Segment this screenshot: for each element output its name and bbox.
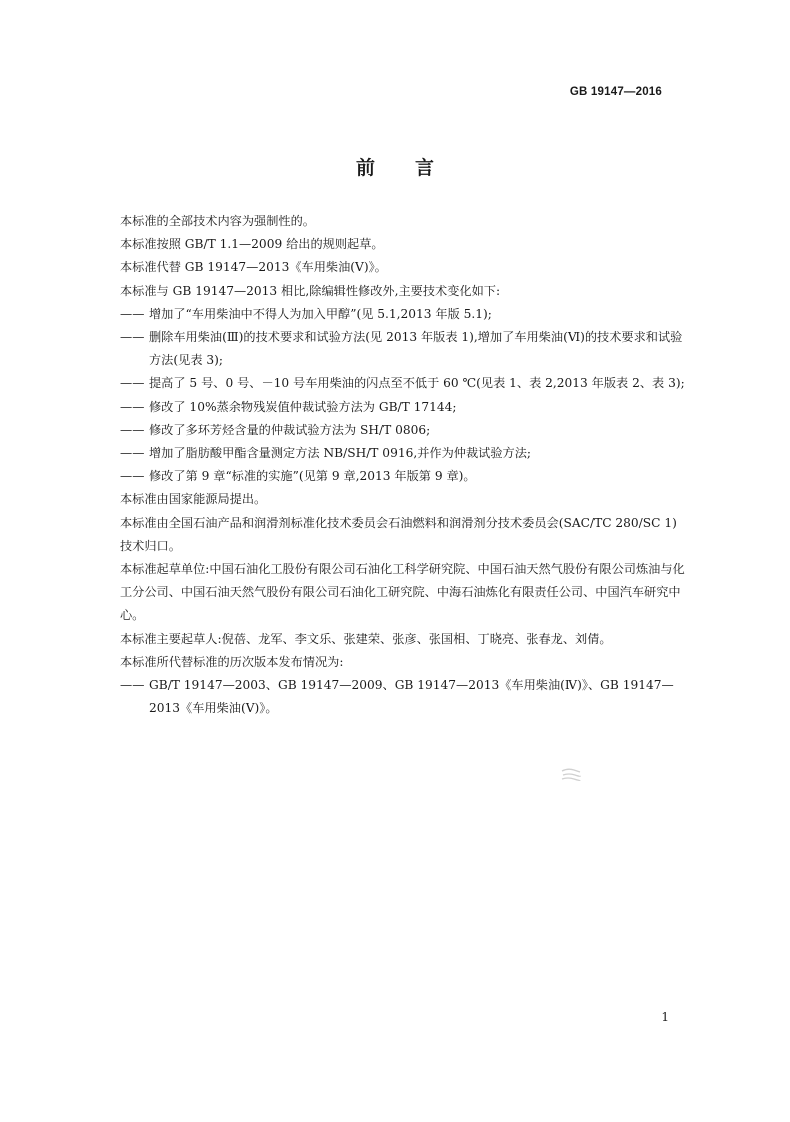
dash: —— — [120, 330, 145, 345]
change-item — [120, 372, 687, 395]
change-text: 修改了第 9 章“标准的实施”(见第 9 章,2013 年版第 9 章)。 — [149, 469, 476, 484]
change-text: 修改了多环芳烃含量的仲裁试验方法为 SH/T 0806; — [149, 422, 431, 437]
dash: —— — [120, 446, 145, 461]
change-item — [120, 419, 687, 442]
document-body — [120, 210, 687, 720]
paragraph-proposer: 本标准由国家能源局提出。 — [120, 492, 267, 507]
faint-stamp-mark — [560, 767, 582, 783]
change-text: 增加了脂肪酸甲酯含量测定方法 NB/SH/T 0916,并作为仲裁试验方法; — [149, 446, 531, 461]
dash: —— — [120, 376, 145, 391]
change-text: 增加了“车用柴油中不得人为加入甲醇”(见 5.1,2013 年版 5.1); — [149, 306, 492, 321]
history-text: GB/T 19147—2003、GB 19147—2009、GB 19147—2013《车用柴油(Ⅳ)》、GB 19147—2013《车用柴油(Ⅴ)》。 — [149, 678, 674, 716]
change-item — [120, 326, 687, 372]
dash: —— — [120, 422, 145, 437]
paragraph-drafting-rules: 本标准按照 GB/T 1.1—2009 给出的规则起草。 — [120, 237, 384, 252]
dash: —— — [120, 469, 145, 484]
dash: —— — [120, 306, 145, 321]
paragraph-changes-intro: 本标准与 GB 19147—2013 相比,除编辑性修改外,主要技术变化如下: — [120, 283, 501, 298]
dash: —— — [120, 678, 145, 693]
standard-number: GB 19147—2016 — [569, 86, 662, 98]
paragraph-mandatory: 本标准的全部技术内容为强制性的。 — [120, 214, 315, 228]
dash: —— — [120, 399, 145, 414]
change-text: 提高了 5 号、0 号、－10 号车用柴油的闪点至不低于 60 ℃(见表 1、表 2,2013 年版表 2、表 3); — [149, 376, 685, 391]
change-item — [120, 303, 687, 326]
change-item — [120, 465, 687, 488]
paragraph-drafters: 本标准主要起草人:倪蓓、龙军、李文乐、张建荣、张彦、张国相、丁晓亮、张春龙、刘倩。 — [120, 631, 612, 646]
change-item — [120, 442, 687, 465]
change-text: 删除车用柴油(Ⅲ)的技术要求和试验方法(见 2013 年版表 1),增加了车用柴油(Ⅵ)的技术要求和试验方法(见表 3); — [149, 330, 683, 368]
paragraph-drafting-units: 本标准起草单位:中国石油化工股份有限公司石油化工科学研究院、中国石油天然气股份有限公司炼油与化工分公司、中国石油天然气股份有限公司石油化工研究院、中海石油炼化有限责任公司、中国汽车研究中心。 — [120, 562, 685, 623]
history-item — [120, 674, 687, 720]
change-text: 修改了 10%蒸余物残炭值仲裁试验方法为 GB/T 17144; — [149, 399, 457, 414]
stamp-icon — [560, 767, 582, 783]
paragraph-committee: 本标准由全国石油产品和润滑剂标准化技术委员会石油燃料和润滑剂分技术委员会(SAC/TC 280/SC 1)技术归口。 — [120, 515, 677, 553]
page-title: 前言 — [355, 157, 474, 179]
paragraph-replaces: 本标准代替 GB 19147—2013《车用柴油(Ⅴ)》。 — [120, 260, 387, 275]
paragraph-history-intro: 本标准所代替标准的历次版本发布情况为: — [120, 654, 344, 669]
page-number: 1 — [661, 1010, 669, 1024]
change-item — [120, 396, 687, 419]
